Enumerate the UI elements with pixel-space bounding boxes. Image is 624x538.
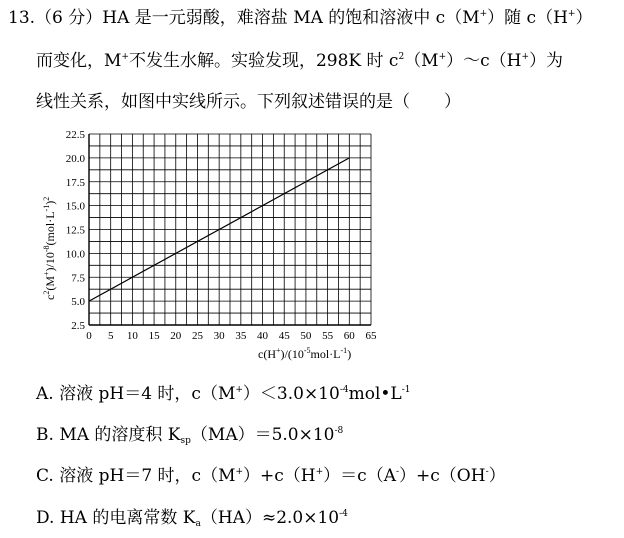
question-line-1: 13.（6 分）HA 是一元弱酸，难溶盐 MA 的饱和溶液中 c（M+）随 c（H+） xyxy=(8,8,593,28)
y-tick-label: 15.0 xyxy=(65,200,85,213)
question-points: （6 分） xyxy=(35,8,103,28)
y-tick-label: 22.5 xyxy=(65,129,85,141)
chart-grid xyxy=(89,134,371,325)
option-d: D. HA 的电离常数 $K_a(HA)\approx 2.0\times 10^{-4}$ xyxy=(36,508,348,529)
y-tick-label: 12.5 xyxy=(65,224,85,237)
option-d-label: D. xyxy=(36,508,55,528)
y-axis-label: $c^2(M^+)/10^{-8}(mol\cdot L^{-1})^2$ xyxy=(42,196,57,300)
x-tick-label: 15 xyxy=(148,330,160,342)
x-tick-label: 65 xyxy=(365,330,377,342)
chart-ticks xyxy=(66,129,377,342)
x-tick-label: 0 xyxy=(86,330,92,342)
option-b: B. MA 的溶度积 $K_{sp}(MA)=5.0\times 10^{-8}$ xyxy=(36,425,344,446)
x-tick-label: 35 xyxy=(235,330,247,342)
x-tick-label: 55 xyxy=(322,330,334,342)
x-tick-label: 25 xyxy=(191,330,203,342)
x-tick-label: 45 xyxy=(278,330,290,342)
x-tick-label: 40 xyxy=(257,330,269,342)
x-tick-label: 10 xyxy=(126,330,138,342)
x-tick-label: 30 xyxy=(213,330,225,342)
option-c: C. 溶液 pH＝7 时，c（M+）+c（H+）＝c（A-）+c（OH-） xyxy=(36,466,506,486)
y-tick-label: 2.5 xyxy=(71,320,85,332)
y-tick-label: 20.0 xyxy=(65,152,85,165)
line-chart xyxy=(0,0,400,375)
x-tick-label: 5 xyxy=(107,330,114,342)
y-tick-label: 10.0 xyxy=(65,248,85,261)
question-number: 13. xyxy=(8,8,36,28)
y-tick-label: 7.5 xyxy=(71,272,85,285)
option-c-label: C. xyxy=(36,466,54,486)
y-tick-label: 17.5 xyxy=(65,176,85,189)
x-tick-label: 60 xyxy=(343,330,355,342)
question-line-3: 线性关系，如图中实线所示。下列叙述错误的是（ ） xyxy=(36,92,461,112)
x-axis-label: $c(H^+)/(10^{-5}mol\cdot L^{-1})$ xyxy=(258,346,352,361)
y-tick-label: 5.0 xyxy=(71,296,85,309)
option-b-label: B. xyxy=(36,425,54,445)
option-a-label: A. xyxy=(36,384,54,404)
x-tick-label: 50 xyxy=(300,330,312,342)
option-a: A. 溶液 pH＝4 时，$c(M^+)<3.0\times 10^{-4}mol•L^{-1}$ xyxy=(36,384,411,404)
x-tick-label: 20 xyxy=(170,330,182,342)
question-line-2: 而变化，M+不发生水解。实验发现，298K 时 $c^2(M^+)\sim c(H^+)$为 xyxy=(36,51,564,71)
